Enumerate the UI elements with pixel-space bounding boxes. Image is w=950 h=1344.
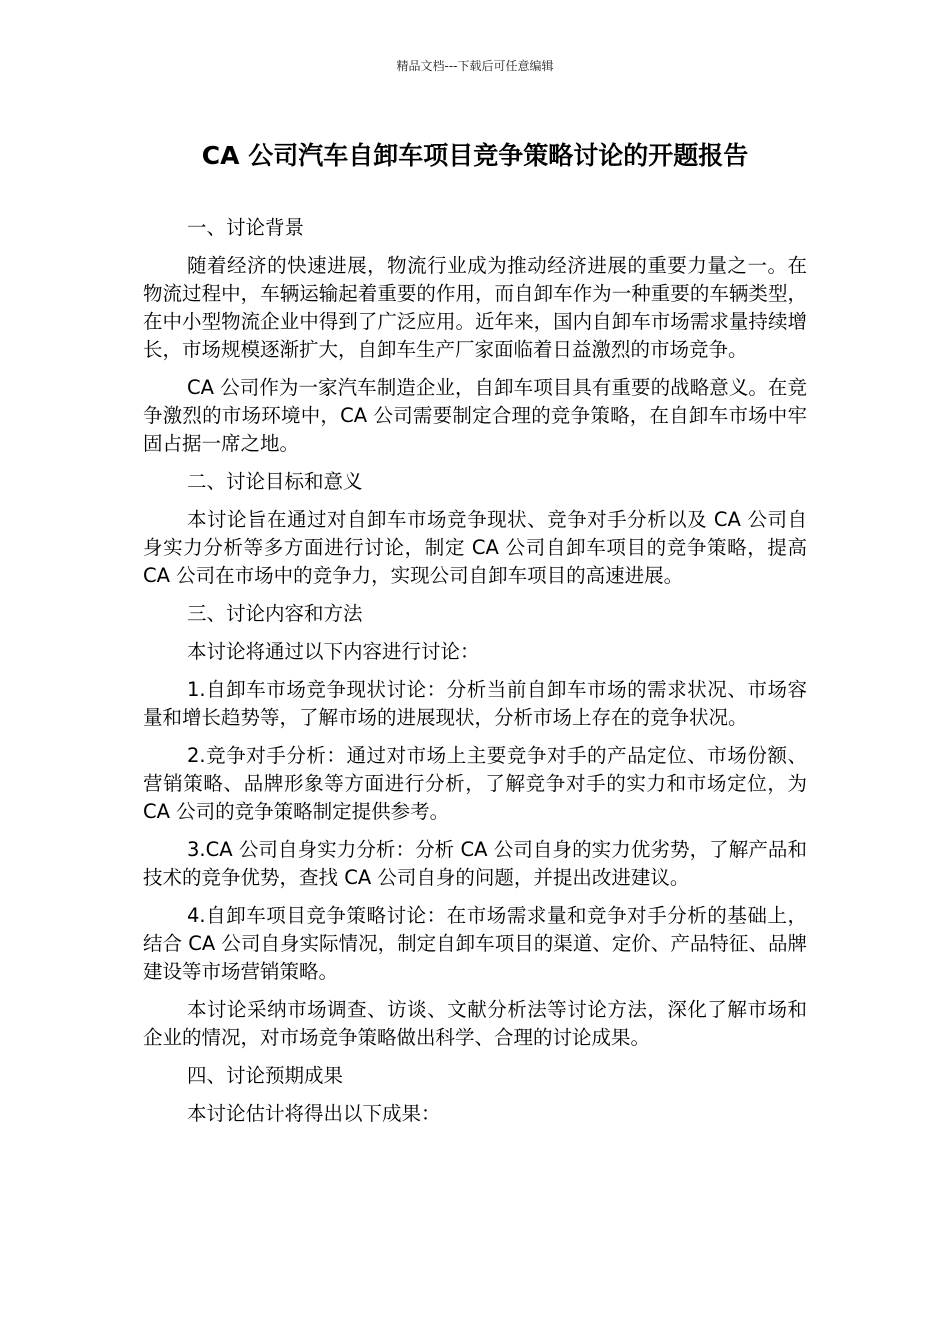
paragraph: 随着经济的快速进展，物流行业成为推动经济进展的重要力量之一。在物流过程中，车辆运输起着重要的作用，而自卸车作为一种重要的车辆类型，在中小型物流企业中得到了广泛应用。近年来，国内自卸车市场需求量持续增长，市场规模逐渐扩大，自卸车生产厂家面临着日益激烈的市场竞争。 [143,254,807,361]
paragraph: CA 公司作为一家汽车制造企业，自卸车项目具有重要的战略意义。在竞争激烈的市场环境中，CA 公司需要制定合理的竞争策略，在自卸车市场中牢固占据一席之地。 [143,376,807,455]
section-heading-goals: 二、讨论目标和意义 [187,470,363,493]
paragraph: 本讨论将通过以下内容进行讨论： [187,640,480,663]
paragraph: 本讨论采纳市场调查、访谈、文献分析法等讨论方法，深化了解市场和企业的情况，对市场竞争策略做出科学、合理的讨论成果。 [143,998,807,1049]
header-note: 精品文档---下载后可任意编辑 [396,59,554,73]
section-heading-background: 一、讨论背景 [187,216,305,239]
section-heading-content-method: 三、讨论内容和方法 [187,602,363,625]
paragraph: 本讨论估计将得出以下成果： [187,1102,441,1125]
list-item: 3.CA 公司自身实力分析：分析 CA 公司自身的实力优劣势，了解产品和技术的竞争优势，查找 CA 公司自身的问题，并提出改进建议。 [143,838,807,889]
document-body [143,214,807,1138]
section-heading-expected-results: 四、讨论预期成果 [187,1064,344,1087]
list-item: 4.自卸车项目竞争策略讨论：在市场需求量和竞争对手分析的基础上，结合 CA 公司自身实际情况，制定自卸车项目的渠道、定价、产品特征、品牌建设等市场营销策略。 [143,904,807,983]
paragraph: 本讨论旨在通过对自卸车市场竞争现状、竞争对手分析以及 CA 公司自身实力分析等多方面进行讨论，制定 CA 公司自卸车项目的竞争策略，提高 CA 公司在市场中的竞争力，实现公司自卸车项目的高速进展。 [143,508,807,587]
list-item: 1.自卸车市场竞争现状讨论：分析当前自卸车市场的需求状况、市场容量和增长趋势等，了解市场的进展现状，分析市场上存在的竞争状况。 [143,678,807,729]
list-item: 2.竞争对手分析：通过对市场上主要竞争对手的产品定位、市场份额、营销策略、品牌形象等方面进行分析，了解竞争对手的实力和市场定位，为 CA 公司的竞争策略制定提供参考。 [143,744,807,823]
document-title: CA 公司汽车自卸车项目竞争策略讨论的开题报告 [201,141,749,170]
